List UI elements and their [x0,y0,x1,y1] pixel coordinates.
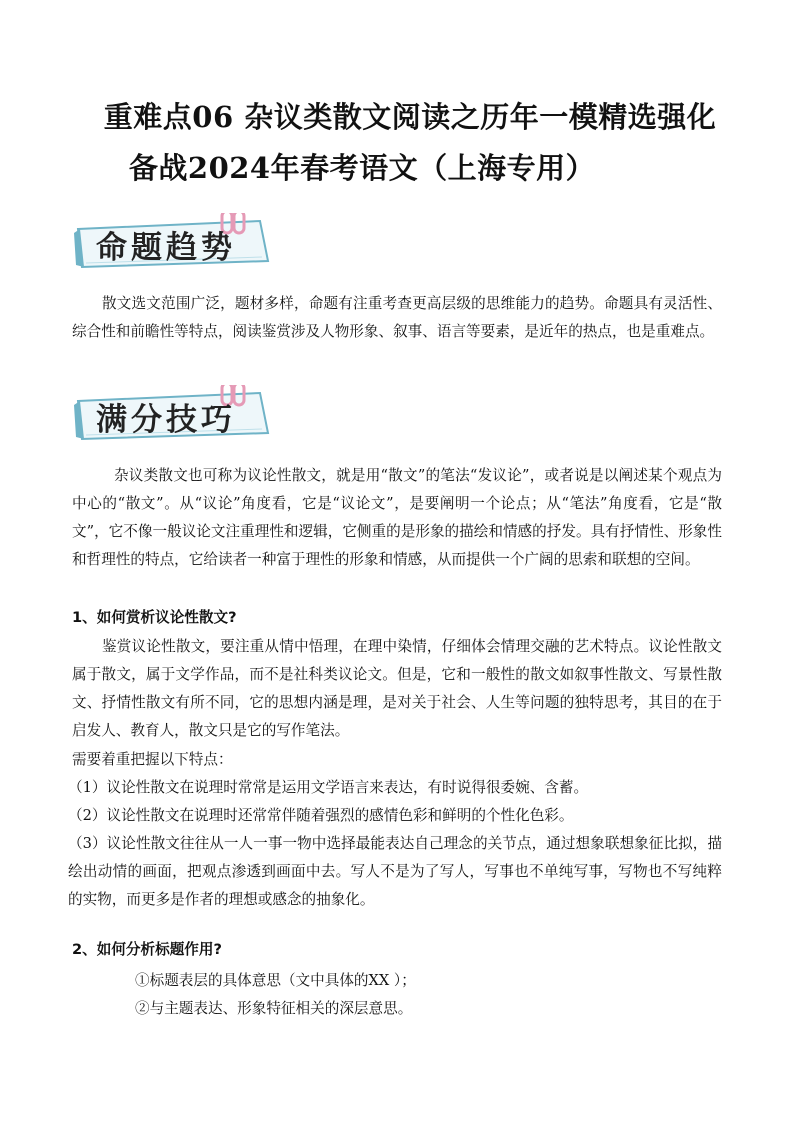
question-heading-2: 2、如何分析标题作用? [72,941,222,958]
title-analysis-point: ②与主题表达、形象特征相关的深层意思。 [135,1000,413,1017]
banner-label: 满分技巧 [96,402,236,438]
document-title-line1: 重难点06 杂议类散文阅读之历年一模精选强化 [103,100,717,134]
question-heading-1: 1、如何赏析议论性散文? [72,609,237,626]
section-banner-skills [72,385,272,443]
key-point-item: （2）议论性散文在说理时还常常伴随着强烈的感情色彩和鲜明的个性化色彩。 [68,807,574,824]
skills-intro-paragraph: 杂议类散文也可称为议论性散文，就是用“散文”的笔法“发议论”，或者说是以阐述某个观点为中心的“散文”。从“议论”角度看，它是“议论文”，是要阐明一个论点；从“笔法”角度看，它是“散文”，它不像一般议论文注重理性和逻辑，它侧重的是形象的描绘和情感的抒发。具有抒情性、形象性和哲理性的特点，它给读者一种富于理性的形象和情感，从而提供一个广阔的思索和联想的空间。 [72,467,722,568]
question-1-paragraph: 鉴赏议论性散文，要注重从情中悟理，在理中染情，仔细体会情理交融的艺术特点。议论性散文属于散文，属于文学作品，而不是社科类议论文。但是，它和一般性的散文如叙事性散文、写景性散文、抒情性散文有所不同，它的思想内涵是理，是对关于社会、人生等问题的独特思考，其目的在于启发人、教育人，散文只是它的写作笔法。 [72,638,722,739]
key-point-item: （3）议论性散文往往从一人一事一物中选择最能表达自己理念的关节点，通过想象联想象征比拟，描绘出动情的画面，把观点渗透到画面中去。写人不是为了写人，写事也不单纯写事，写物也不写纯粹的实物，而更多是作者的理想或感念的抽象化。 [68,835,722,908]
document-title-line2: 备战2024年春考语文（上海专用） [128,151,596,185]
title-analysis-point: ①标题表层的具体意思（文中具体的XX ）； [135,972,416,989]
key-points-intro: 需要着重把握以下特点： [72,751,233,768]
key-point-item: （1）议论性散文在说理时常常是运用文学语言来表达，有时说得很委婉、含蓄。 [68,779,589,796]
banner-label: 命题趋势 [96,230,236,266]
section-banner-trend [72,213,272,271]
trend-paragraph: 散文选文范围广泛，题材多样，命题有注重考查更高层级的思维能力的趋势。命题具有灵活性、综合性和前瞻性等特点，阅读鉴赏涉及人物形象、叙事、语言等要素，是近年的热点，也是重难点。 [72,295,722,340]
